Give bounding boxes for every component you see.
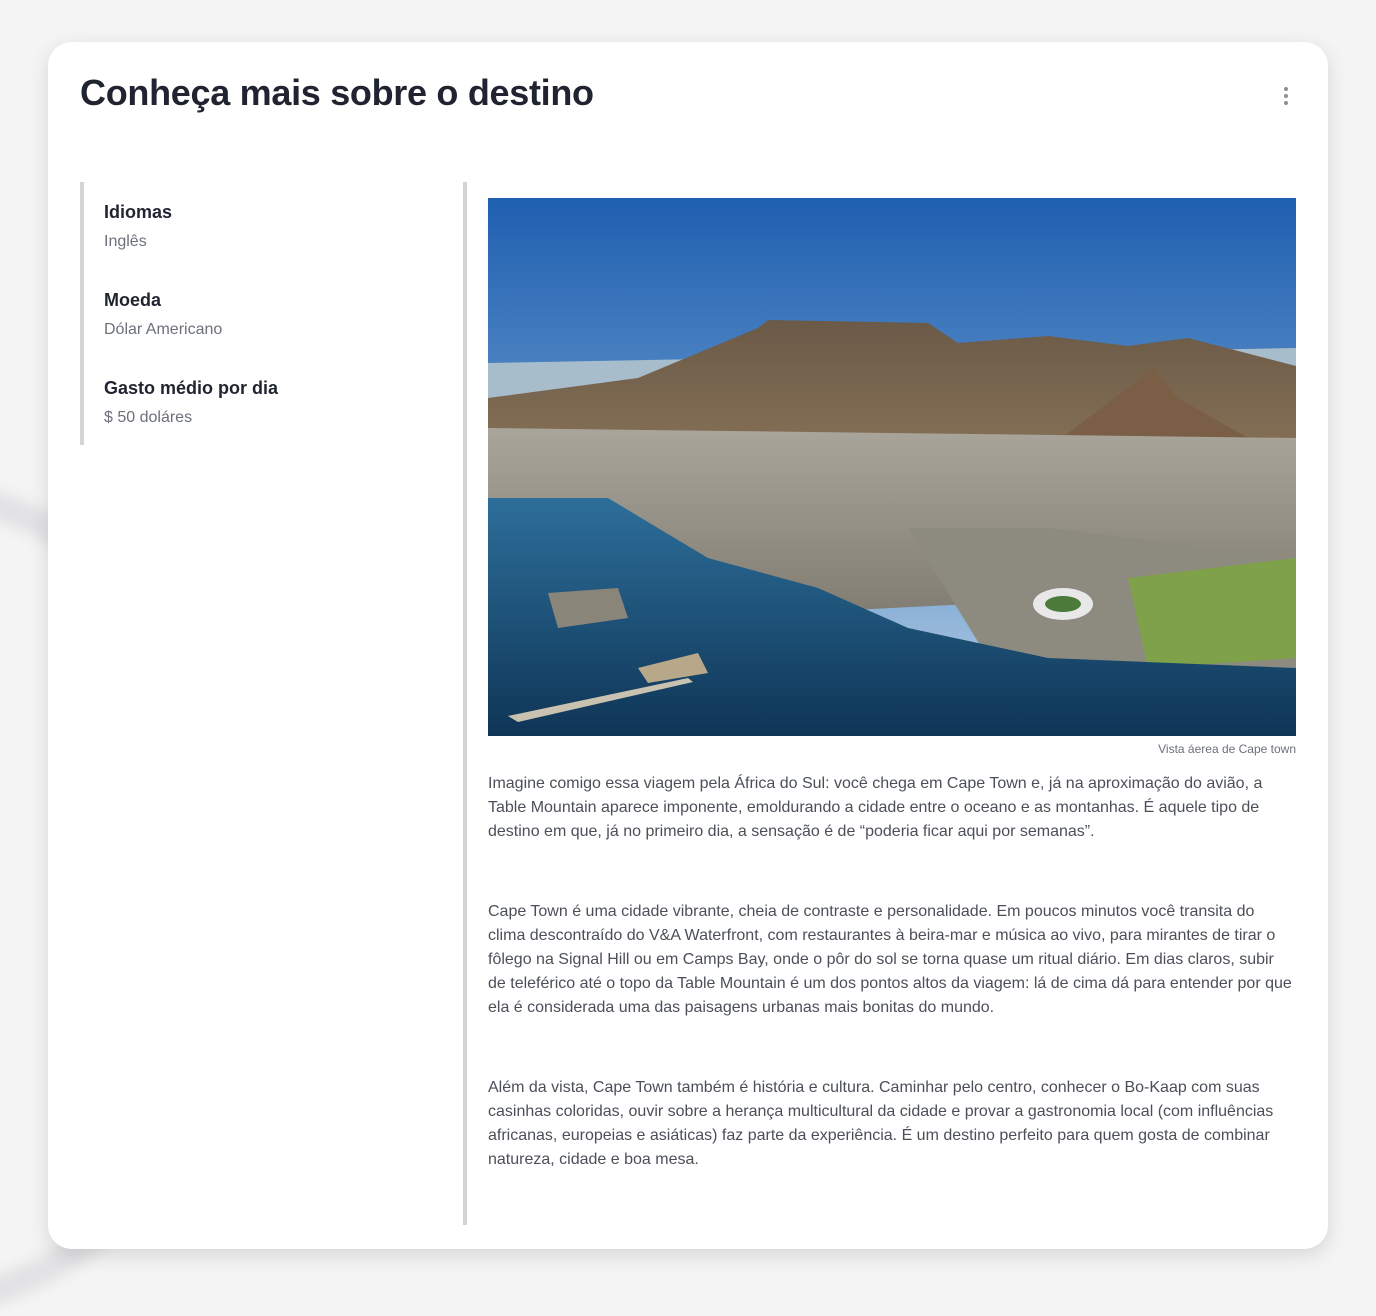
more-options-icon[interactable] — [1276, 84, 1296, 108]
info-value: $ 50 doláres — [104, 409, 193, 426]
cape-town-aerial-photo — [488, 198, 1296, 736]
info-item-gasto — [104, 378, 278, 427]
destination-card — [48, 42, 1328, 1249]
article-content — [488, 198, 1296, 1172]
image-caption: Vista áerea de Cape town — [1158, 742, 1296, 756]
page-title: Conheça mais sobre o destino — [80, 72, 594, 113]
info-item-idiomas — [104, 202, 172, 251]
info-label: Idiomas — [104, 202, 173, 222]
info-label: Moeda — [104, 290, 162, 310]
vertical-divider — [463, 182, 467, 1225]
info-value: Inglês — [104, 233, 147, 250]
destination-info-panel — [80, 182, 404, 445]
info-item-moeda — [104, 290, 222, 339]
info-value: Dólar Americano — [104, 321, 223, 338]
article-paragraph: Além da vista, Cape Town também é história e cultura. Caminhar pelo centro, conhecer o Bo-Kaap com suas casinhas coloridas, ouvir sobre a herança multicultural da cidade e provar a gastronomia local (com influências africanas, europeias e asiáticas) faz parte da experiência. É um destino perfeito para quem gosta de combinar natureza, cidade e boa mesa. — [488, 1079, 1274, 1168]
info-label: Gasto médio por dia — [104, 378, 279, 398]
article-paragraph: Cape Town é uma cidade vibrante, cheia de contraste e personalidade. Em poucos minutos você transita do clima descontraído do V&A Waterfront, com restaurantes à beira-mar e música ao vivo, para mirantes de tirar o fôlego na Signal Hill ou em Camps Bay, onde o pôr do sol se torna quase um ritual diário. Em dias claros, subir de teleférico até o topo da Table Mountain é um dos pontos altos da viagem: lá de cima dá para entender por que ela é considerada uma das paisagens urbanas mais bonitas do mundo. — [488, 903, 1292, 1016]
article-paragraph: Imagine comigo essa viagem pela África do Sul: você chega em Cape Town e, já na aproximação do avião, a Table Mountain aparece imponente, emoldurando a cidade entre o oceano e as montanhas. É aquele tipo de destino em que, já no primeiro dia, a sensação é de “poderia ficar aqui por semanas”. — [488, 775, 1263, 840]
